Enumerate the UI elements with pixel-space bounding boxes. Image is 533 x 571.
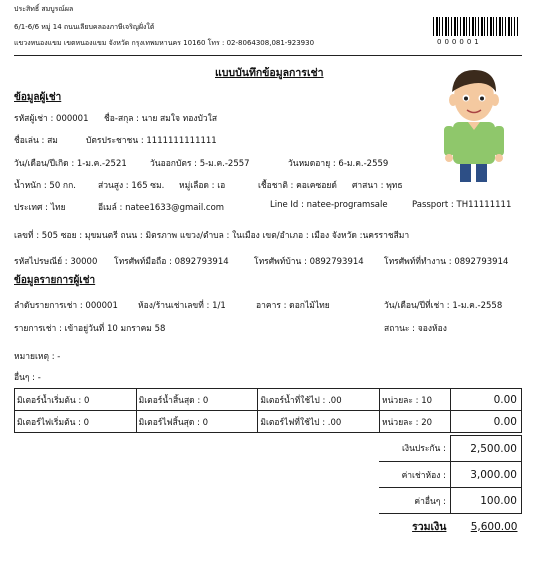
renter-postcode: รหัสไปรษณีย์ : 30000 bbox=[14, 257, 98, 267]
total-row bbox=[14, 514, 522, 540]
water-meter-start: มิเตอร์น้ำเริ่มต้น : 0 bbox=[15, 389, 137, 411]
deposit-value: 2,500.00 bbox=[450, 436, 521, 462]
deposit-label: เงินประกัน : bbox=[379, 436, 450, 462]
renter-id: รหัสผู้เช่า : 000001 bbox=[14, 114, 89, 124]
renter-country: ประเทศ : ไทย bbox=[14, 203, 66, 213]
header-divider bbox=[14, 55, 522, 56]
renter-height: ส่วนสูง : 165 ซม. bbox=[98, 181, 165, 191]
water-meter-rate: หน่วยละ : 10 bbox=[380, 389, 451, 411]
total-label: รวมเงิน bbox=[412, 521, 447, 533]
renter-avatar bbox=[440, 64, 508, 182]
electric-meter-end: มิเตอร์ไฟสิ้นสุด : 0 bbox=[136, 411, 258, 433]
rent-label: ค่าเช่าห้อง : bbox=[379, 462, 450, 488]
renter-line-id: Line Id : natee-programsale bbox=[270, 200, 388, 210]
electric-meter-used: มิเตอร์ไฟที่ใช้ไป : .00 bbox=[258, 411, 380, 433]
barcode bbox=[433, 17, 518, 36]
electric-meter-rate: หน่วยละ : 20 bbox=[380, 411, 451, 433]
email-label: อีเมล์ : bbox=[98, 203, 126, 213]
rent-row bbox=[14, 462, 522, 488]
other-fee-value: 100.00 bbox=[450, 488, 521, 514]
rental-status: สถานะ : จองห้อง bbox=[384, 324, 447, 334]
water-meter-used: มิเตอร์น้ำที่ใช้ไป : .00 bbox=[258, 389, 380, 411]
total-value-cell bbox=[450, 514, 521, 540]
rental-building: อาคาร : ดอกไม้ไทย bbox=[256, 301, 330, 311]
email-value: natee1633@gmail.com bbox=[125, 203, 225, 213]
summary-table bbox=[14, 435, 522, 539]
water-meter-amount: 0.00 bbox=[450, 389, 521, 411]
barcode-number: 000001 bbox=[437, 38, 482, 46]
total-label-cell bbox=[379, 514, 450, 540]
renter-nickname: ชื่อเล่น : สม bbox=[14, 136, 58, 146]
renter-expire-date: วันหมดอายุ : 6-ม.ค.-2559 bbox=[288, 159, 389, 169]
renter-ethnicity: เชื้อชาติ : คอเคซอยด์ bbox=[258, 181, 337, 191]
rental-section-title: ข้อมูลรายการผู้เช่า bbox=[14, 275, 96, 286]
rental-seq: ลำดับรายการเช่า : 000001 bbox=[14, 301, 118, 311]
rental-note: หมายเหตุ : - bbox=[14, 352, 61, 362]
renter-email bbox=[98, 200, 224, 214]
other-fee-label: ค่าอื่นๆ : bbox=[379, 488, 450, 514]
renter-issue-date: วันออกบัตร : 5-ม.ค.-2557 bbox=[150, 159, 250, 169]
renter-name: ชื่อ-สกุล : นาย สมใจ ทองบัวใส bbox=[104, 114, 218, 124]
renter-mobile: โทรศัพท์มือถือ : 0892793914 bbox=[114, 257, 229, 267]
electric-meter-row bbox=[15, 411, 522, 433]
renter-birth-date: วัน/เดือน/ปีเกิด : 1-ม.ค.-2521 bbox=[14, 159, 127, 169]
rental-room: ห้อง/ร้านเช่าเลขที่ : 1/1 bbox=[138, 301, 226, 311]
other-fee-row bbox=[14, 488, 522, 514]
document-title: แบบบันทึกข้อมูลการเช่า bbox=[215, 67, 324, 79]
electric-meter-start: มิเตอร์ไฟเริ่มต้น : 0 bbox=[15, 411, 137, 433]
renter-address: เลขที่ : 505 ซอย : มุขมนตรี ถนน : มิตรภาพ แขวง/ตำบล : ในเมือง เขต/อำเภอ : เมือง จังหวัด :นครราชสีมา bbox=[14, 231, 410, 241]
water-meter-row bbox=[15, 389, 522, 411]
company-address-1: 6/1-6/6 หมู่ 14 ถนนเลียบคลองภาษีเจริญฝั่งใต้ bbox=[14, 23, 155, 31]
rental-detail: รายการเช่า : เข้าอยู่วันที่ 10 มกราคม 58 bbox=[14, 324, 166, 334]
renter-home-phone: โทรศัพท์บ้าน : 0892793914 bbox=[254, 257, 364, 267]
renter-citizen-id: บัตรประชาชน : 1111111111111 bbox=[86, 136, 217, 146]
rental-other: อื่นๆ : - bbox=[14, 373, 41, 383]
renter-work-phone: โทรศัพท์ที่ทำงาน : 0892793914 bbox=[384, 257, 509, 267]
renter-passport: Passport : TH11111111 bbox=[412, 200, 512, 210]
company-name: ประสิทธิ์ สมบูรณ์ผล bbox=[14, 5, 74, 13]
rent-value: 3,000.00 bbox=[450, 462, 521, 488]
water-meter-end: มิเตอร์น้ำสิ้นสุด : 0 bbox=[136, 389, 258, 411]
electric-meter-amount: 0.00 bbox=[450, 411, 521, 433]
company-address-2: แขวงหนองแขม เขตหนองแขม จังหวัด กรุงเทพมหานคร 10160 โทร : 02-8064308,081-923930 bbox=[14, 39, 315, 47]
rental-date: วัน/เดือน/ปีที่เช่า : 1-ม.ค.-2558 bbox=[384, 301, 503, 311]
renter-section-title: ข้อมูลผู้เช่า bbox=[14, 92, 62, 103]
deposit-row bbox=[14, 436, 522, 462]
total-value: 5,600.00 bbox=[470, 520, 518, 533]
renter-religion: ศาสนา : พุทธ bbox=[352, 181, 403, 191]
renter-blood-type: หมู่เลือด : เอ bbox=[179, 181, 226, 191]
meter-table bbox=[14, 388, 522, 433]
renter-weight: น้ำหนัก : 50 กก. bbox=[14, 181, 76, 191]
